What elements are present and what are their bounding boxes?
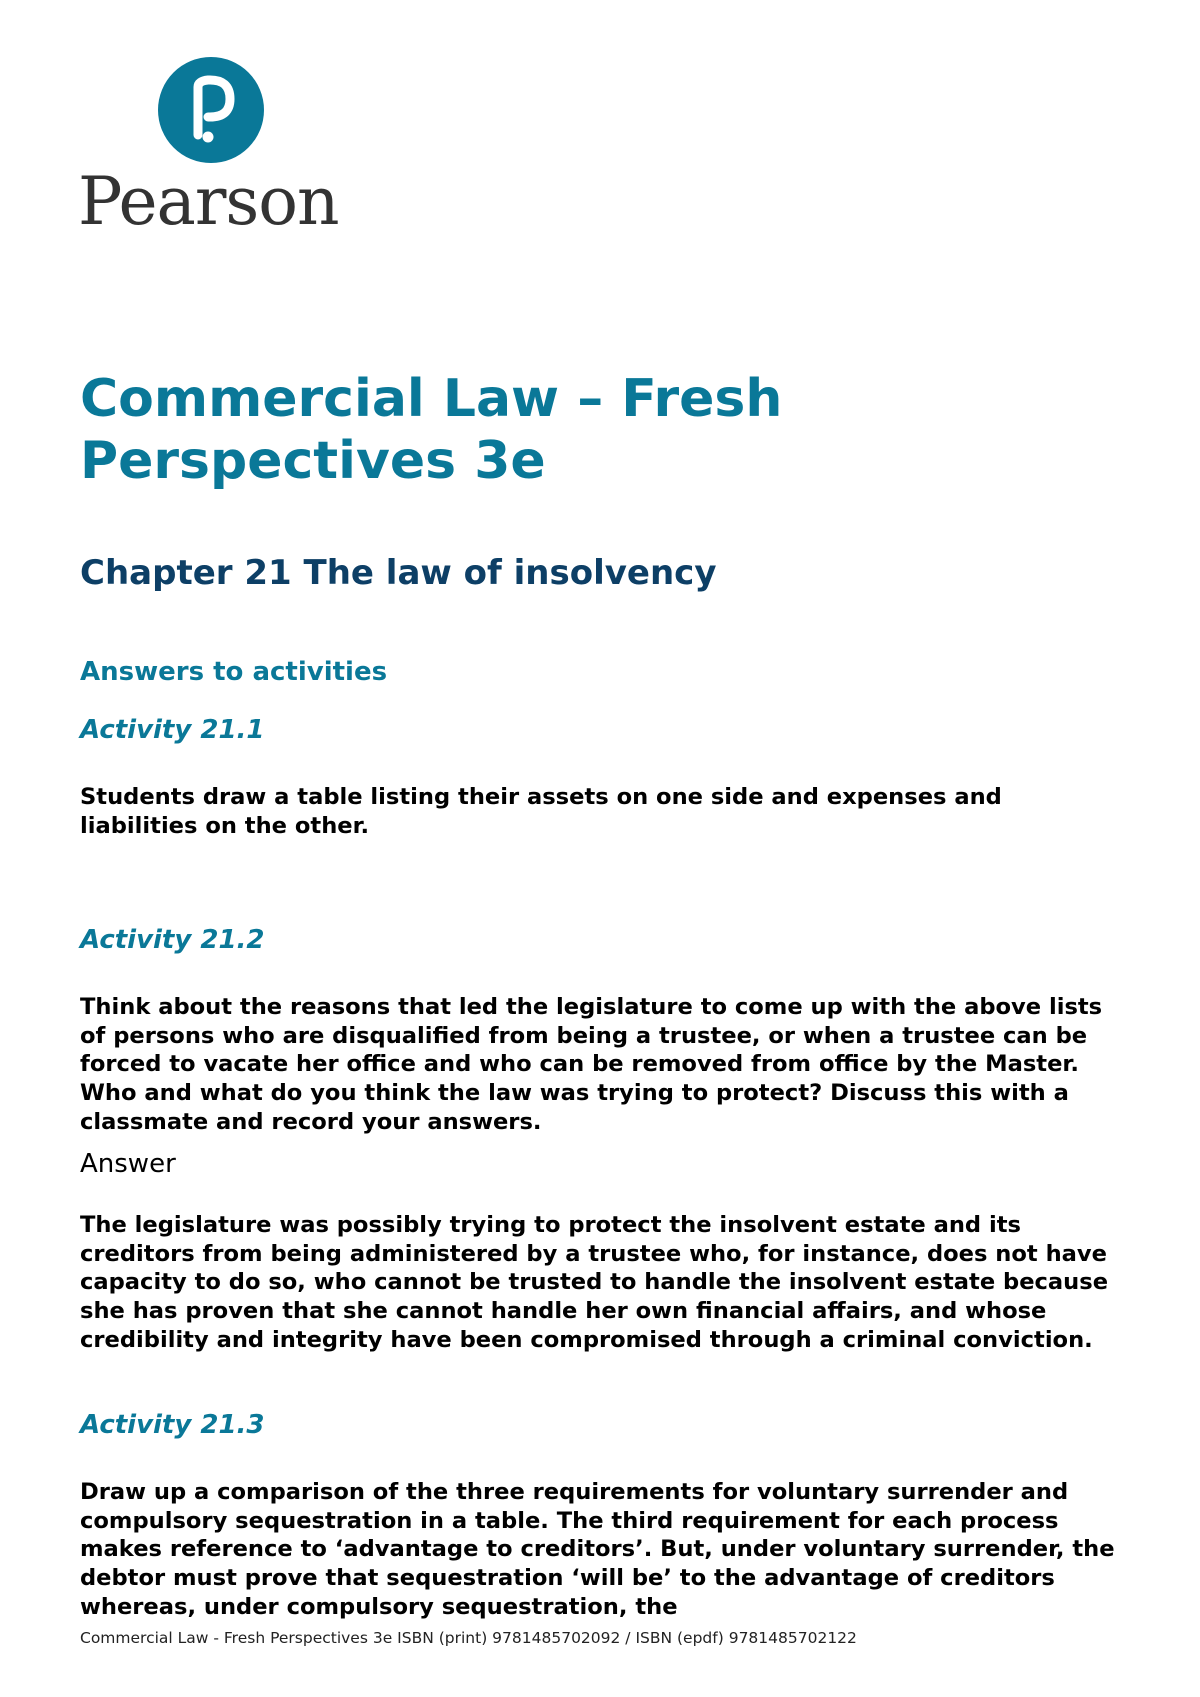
answers-heading: Answers to activities	[80, 657, 388, 687]
activity-heading: Activity 21.1	[80, 715, 265, 745]
page-footer: Commercial Law - Fresh Perspectives 3e ISBN (print) 9781485702092 / ISBN (epdf) 9781485702122	[80, 1629, 857, 1647]
activity-heading: Activity 21.3	[80, 1410, 265, 1440]
chapter-title: Chapter 21 The law of insolvency	[80, 553, 717, 593]
pearson-logo-icon	[158, 57, 264, 163]
activity-text: Think about the reasons that led the legislature to come up with the above lists of persons who are disqualified from being a trustee, or when a trustee can be forced to vacate her office and who can be removed from office by the Master. Who and what do you think the law was trying to protect? Discuss this with a classmate and record your answers.	[80, 994, 1103, 1135]
answer-label: Answer	[80, 1149, 176, 1179]
pearson-wordmark: Pearson	[78, 163, 339, 240]
document-title: Commercial Law – Fresh Perspectives 3e	[80, 369, 783, 491]
activity-text: Draw up a comparison of the three requirements for voluntary surrender and compulsory sequestration in a table. The third requirement for each process makes reference to ‘advantage to creditors’. But, under voluntary surrender, the debtor must prove that sequestration ‘will be’ to the advantage of creditors whereas, under compulsory sequestration, the	[80, 1479, 1115, 1620]
pearson-logo	[78, 57, 348, 247]
activity-text: Students draw a table listing their assets on one side and expenses and liabilities on the other.	[80, 784, 1002, 839]
answer-text: The legislature was possibly trying to protect the insolvent estate and its creditors from being administered by a trustee who, for instance, does not have capacity to do so, who cannot be trusted to handle the insolvent estate because she has proven that she cannot handle her own financial affairs, and whose credibility and integrity have been compromised through a criminal conviction.	[80, 1212, 1109, 1353]
activity-heading: Activity 21.2	[80, 925, 265, 955]
